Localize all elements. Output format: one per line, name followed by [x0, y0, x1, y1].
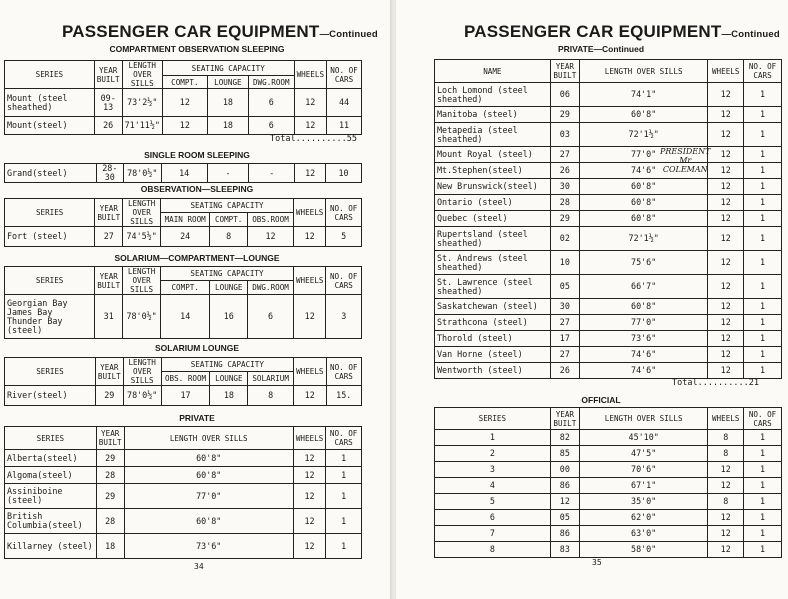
table-row: St. Lawrence (steel sheathed) 05 66'7" 12 1 — [435, 275, 782, 299]
compartment-table — [4, 60, 362, 135]
table-row: Loch Lomond (steel sheathed) 06 74'1" 12 1 — [435, 83, 782, 107]
table-row: Assiniboine (steel) 29 77'0" 12 1 — [5, 484, 362, 509]
official-table: SERIES YEAR BUILT LENGTH OVER SILLS WHEELS NO. OF CARS 1 82 45'10" 8 1 2 85 47'5" 8 1 3 00 70'6" 12 1 4 86 67'1" 12 1 5 12 35'0" 8 1 6 05 62'0" 12 1 7 86 63'0" 12 1 8 83 58'0" 12 1 — [434, 407, 782, 558]
private-continued-heading: PRIVATE—Continued — [557, 44, 645, 54]
single-table — [4, 163, 362, 183]
col-seating: SEATING CAPACITY — [162, 61, 294, 76]
observation-heading: OBSERVATION—SLEEPING — [140, 184, 254, 194]
solarium-compartment-table: SERIES YEAR BUILT LENGTH OVER SILLS SEATING CAPACITY WHEELS NO. OF CARS COMPT. LOUNGE DWG.ROOM Georgian Bay James Bay Thunder Bay (steel) 31 78'0½" 14 16 6 12 3 — [4, 266, 362, 339]
table-row: 5 12 35'0" 8 1 — [435, 494, 782, 510]
handwritten-note: PRESIDENT Mr COLEMAN — [660, 147, 711, 174]
table-row: Fort (steel) 27 74'5½" 24 8 12 12 5 — [5, 227, 362, 247]
table-row: Algoma(steel) 28 60'8" 12 1 — [5, 467, 362, 484]
solarium-lounge-table: SERIES YEAR BUILT LENGTH OVER SILLS SEATING CAPACITY WHEELS NO. OF CARS OBS. ROOM LOUNGE SOLARIUM River(steel) 29 78'0½" 17 18 8 12 15. — [4, 357, 362, 406]
single-heading: SINGLE ROOM SLEEPING — [144, 150, 250, 160]
private-total: Total..........21 — [672, 378, 759, 388]
left-page-title: PASSENGER CAR EQUIPMENT—Continued — [62, 22, 378, 41]
col-compt: COMPT. — [162, 76, 207, 89]
table-row: Killarney (steel) 18 73'6" 12 1 — [5, 534, 362, 559]
col-dwg: DWG.ROOM — [248, 76, 294, 89]
compartment-total: Total..........55 — [270, 134, 357, 144]
private-heading: PRIVATE — [179, 413, 215, 423]
table-row: Mount Royal (steel) 27 77'0" PRESIDENT Mr COLEMAN 12 1 — [435, 147, 782, 163]
table-row: Strathcona (steel) 27 77'0" 12 1 — [435, 315, 782, 331]
official-heading: OFFICIAL — [581, 395, 621, 405]
col-wheels: WHEELS — [294, 61, 326, 89]
table-row: Manitoba (steel) 29 60'8" 12 1 — [435, 107, 782, 123]
table-row: 7 86 63'0" 12 1 — [435, 526, 782, 542]
table-row: Mount (steel sheathed) 09-13 73'2½" 12 18 6 12 44 — [5, 89, 362, 117]
table-row: 4 86 67'1" 12 1 — [435, 478, 782, 494]
table-row: Thorold (steel) 17 73'6" 12 1 — [435, 331, 782, 347]
col-year: YEAR BUILT — [94, 61, 122, 89]
table-row: Wentworth (steel) 26 74'6" 12 1 — [435, 363, 782, 379]
table-row: British Columbia(steel) 28 60'8" 12 1 — [5, 509, 362, 534]
page-number-right: 35 — [592, 558, 602, 567]
solarium-compartment-heading: SOLARIUM—COMPARTMENT—LOUNGE — [114, 253, 280, 263]
table-row: Georgian Bay James Bay Thunder Bay (steel) 31 78'0½" 14 16 6 12 3 — [5, 295, 362, 339]
col-length: LENGTH OVER SILLS — [122, 61, 162, 89]
table-row: Mount(steel) 26 71'11½" 12 18 6 12 11 — [5, 117, 362, 135]
table-row: River(steel) 29 78'0½" 17 18 8 12 15. — [5, 386, 362, 406]
table-row: Saskatchewan (steel) 30 60'8" 12 1 — [435, 299, 782, 315]
private-table: SERIES YEAR BUILT LENGTH OVER SILLS WHEELS NO. OF CARS Alberta(steel) 29 60'8" 12 1 Algoma(steel) 28 60'8" 12 1 Assiniboine (steel) 29 77'0" 12 1 British Columbia(steel) 28 60'8" 12 1 Killarney (steel) 18 73'6" 12 1 — [4, 426, 362, 559]
observation-table: SERIES YEAR BUILT LENGTH OVER SILLS SEATING CAPACITY WHEELS NO. OF CARS MAIN ROOM COMPT. OBS.ROOM Fort (steel) 27 74'5½" 24 8 12 12 5 — [4, 198, 362, 247]
private-continued-table: NAME YEAR BUILT LENGTH OVER SILLS WHEELS NO. OF CARS Loch Lomond (steel sheathed) 06 74'1" 12 1 Manitoba (steel) 29 60'8" 12 1 Metapedia (steel sheathed) 03 72'1½" 12 1 Mount Royal (steel) 27 77'0" PRESIDENT Mr COLEMAN 12 1 Mt.Stephen(steel) 26 74'6" 12 1 New Brunswick(steel) 30 60'8" 12 1 Ontario (steel) 28 60'8" 12 1 Quebec (steel) 29 60'8" 12 1 Rupertsland (steel sheathed) 02 72'1½" 12 1 St. Andrews (steel sheathed) 10 75'6" 12 1 St. Lawrence (steel sheathed) 05 66'7" 12 1 Saskatchewan (steel) 30 60'8" 12 1 Strathcona (steel) 27 77'0" 12 1 Thorold (steel) 17 73'6" 12 1 Van Horne (steel) 27 74'6" 12 1 Wentworth (steel) 26 74'6" 12 1 — [434, 59, 782, 379]
col-series: SERIES — [5, 61, 95, 89]
table-row: 6 05 62'0" 12 1 — [435, 510, 782, 526]
table-row: Metapedia (steel sheathed) 03 72'1½" 12 1 — [435, 123, 782, 147]
table-row: Ontario (steel) 28 60'8" 12 1 — [435, 195, 782, 211]
table-row: Mt.Stephen(steel) 26 74'6" 12 1 — [435, 163, 782, 179]
table-row: Quebec (steel) 29 60'8" 12 1 — [435, 211, 782, 227]
table-row: Van Horne (steel) 27 74'6" 12 1 — [435, 347, 782, 363]
table-row: 1 82 45'10" 8 1 — [435, 430, 782, 446]
table-row: New Brunswick(steel) 30 60'8" 12 1 — [435, 179, 782, 195]
right-page-title: PASSENGER CAR EQUIPMENT—Continued — [464, 22, 780, 41]
table-row: 8 83 58'0" 12 1 — [435, 542, 782, 558]
right-page — [396, 0, 788, 599]
col-lounge: LOUNGE — [207, 76, 248, 89]
table-row: 2 85 47'5" 8 1 — [435, 446, 782, 462]
col-cars: NO. OF CARS — [327, 61, 362, 89]
table-row: Rupertsland (steel sheathed) 02 72'1½" 12 1 — [435, 227, 782, 251]
page-number-left: 34 — [194, 562, 204, 571]
table-row: Grand(steel) 28-30 78'0½" 14 - - 12 10 — [5, 164, 362, 183]
left-page — [0, 0, 392, 599]
table-row: St. Andrews (steel sheathed) 10 75'6" 12 1 — [435, 251, 782, 275]
table-row: Alberta(steel) 29 60'8" 12 1 — [5, 450, 362, 467]
solarium-lounge-heading: SOLARIUM LOUNGE — [154, 343, 240, 353]
table-row: 3 00 70'6" 12 1 — [435, 462, 782, 478]
compartment-heading: COMPARTMENT OBSERVATION SLEEPING — [109, 44, 285, 54]
